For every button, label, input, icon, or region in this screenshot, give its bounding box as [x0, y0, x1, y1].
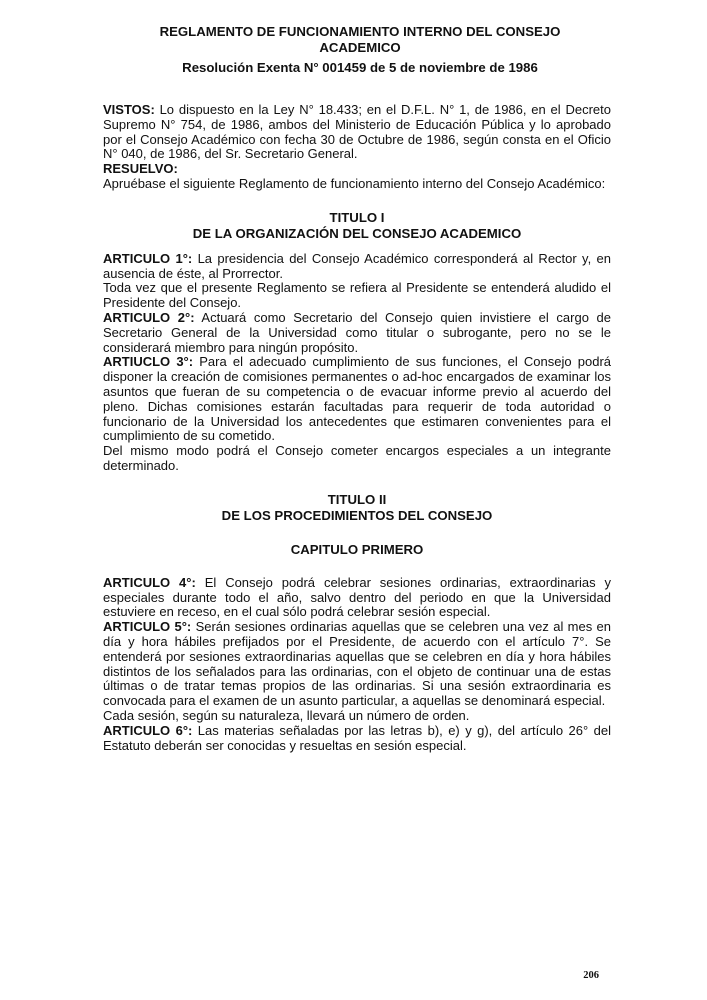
article-paragraph	[103, 724, 611, 754]
document-title: REGLAMENTO DE FUNCIONAMIENTO INTERNO DEL CONSEJO	[159, 24, 561, 39]
document-header	[100, 24, 620, 76]
article-paragraph	[103, 709, 611, 724]
article-label: ARTIUCLO 3°:	[103, 354, 194, 370]
article-text: El Consejo podrá celebrar sesiones ordinarias, extraordinarias y especiales durante todo el año, salvo dentro del periodo en que la Universidad estuviere en receso, en el cual sólo podrá celebrar sesión especial.	[103, 574, 612, 620]
article-label: ARTICULO 6°:	[103, 722, 193, 738]
article-paragraph	[103, 355, 611, 444]
article-text: Las materias señaladas por las letras b), e) y g), del artículo 26° del Estatuto deberán ser conocidas y resueltas en sesión especial.	[103, 722, 611, 753]
document-body	[103, 103, 611, 753]
vistos-text: Lo dispuesto en la Ley N° 18.433; en el D.F.L. N° 1, de 1986, en el Decreto Supremo N° 754, de 1986, ambos del Ministerio de Educación Pública y lo aprobado por el Consejo Académico con fecha 30 de Octubre de 1986, según consta en el Oficio N° 040, de 1986, del Sr. Secretario General.	[103, 102, 611, 162]
article-paragraph	[103, 252, 611, 282]
document-title-continued: ACADEMICO	[319, 40, 401, 55]
article-label: ARTICULO 5°:	[103, 619, 192, 635]
article-text: Para el adecuado cumplimiento de sus funciones, el Consejo podrá disponer la creación de comisiones permanentes o ad-hoc encargados de examinar los asuntos que fueran de su competencia o de evacuar informe previo al acuerdo del pleno. Dichas comisiones estarán facultadas para requerir de toda autoridad o funcionario de la Universidad los antecedentes que estimaren convenientes para el cumplimiento de su cometido.	[103, 354, 612, 444]
resuelvo-label: RESUELVO:	[103, 161, 178, 177]
titulo-2-label: TITULO II	[327, 491, 387, 507]
article-paragraph	[103, 620, 611, 709]
article-label: ARTICULO 1°:	[103, 250, 193, 266]
vistos-label: VISTOS:	[103, 102, 155, 117]
article-text: Del mismo modo podrá el Consejo cometer encargos especiales a un integrante determinado.	[103, 443, 611, 473]
article-text: Serán sesiones ordinarias aquellas que se celebren una vez al mes en día y hora hábiles prefijados por el Presidente, de acuerdo con el artículo 7°. Se entenderá por sesiones extraordinarias aquellas que se celebren en día y hora hábiles distintos de los señalados para las ordinarias, con el objeto de continuar una de estas últimas o de tratar temas propios de las ordinarias. Si una sesión extraordinaria es convocada para el examen de un asunto particular, a aquellas se denominará especial.	[103, 619, 611, 709]
article-paragraph	[103, 311, 611, 355]
resolution-line: Resolución Exenta N° 001459 de 5 de noviembre de 1986	[182, 60, 538, 75]
article-text: Cada sesión, según su naturaleza, llevará un número de orden.	[103, 707, 470, 723]
titulo-1-heading: DE LA ORGANIZACIÓN DEL CONSEJO ACADEMICO	[192, 225, 522, 241]
titulo-2-heading: DE LOS PROCEDIMIENTOS DEL CONSEJO	[221, 507, 493, 523]
titulo-1-label: TITULO I	[329, 209, 385, 225]
page-number: 206	[583, 970, 599, 981]
article-paragraph	[103, 444, 611, 474]
resuelvo-text: Apruébase el siguiente Reglamento de funcionamiento interno del Consejo Académico:	[103, 175, 606, 191]
article-text: La presidencia del Consejo Académico corresponderá al Rector y, en ausencia de éste, al Prorrector.	[103, 250, 611, 281]
vistos-paragraph	[103, 103, 611, 162]
article-text: Toda vez que el presente Reglamento se refiera al Presidente se entenderá aludido el Presidente del Consejo.	[103, 280, 611, 311]
article-paragraph	[103, 281, 611, 311]
titulo-2-articles	[103, 576, 611, 754]
article-label: ARTICULO 4°:	[103, 574, 196, 590]
article-text: Actuará como Secretario del Consejo quien invistiere el cargo de Secretario General de la Universidad como titular o subrogante, pero no se le considerará miembro para ningún propósito.	[103, 309, 611, 355]
article-paragraph	[103, 576, 611, 620]
capitulo-heading: CAPITULO PRIMERO	[290, 541, 424, 557]
article-label: ARTICULO 2°:	[103, 309, 195, 325]
titulo-1-articles	[103, 252, 611, 474]
